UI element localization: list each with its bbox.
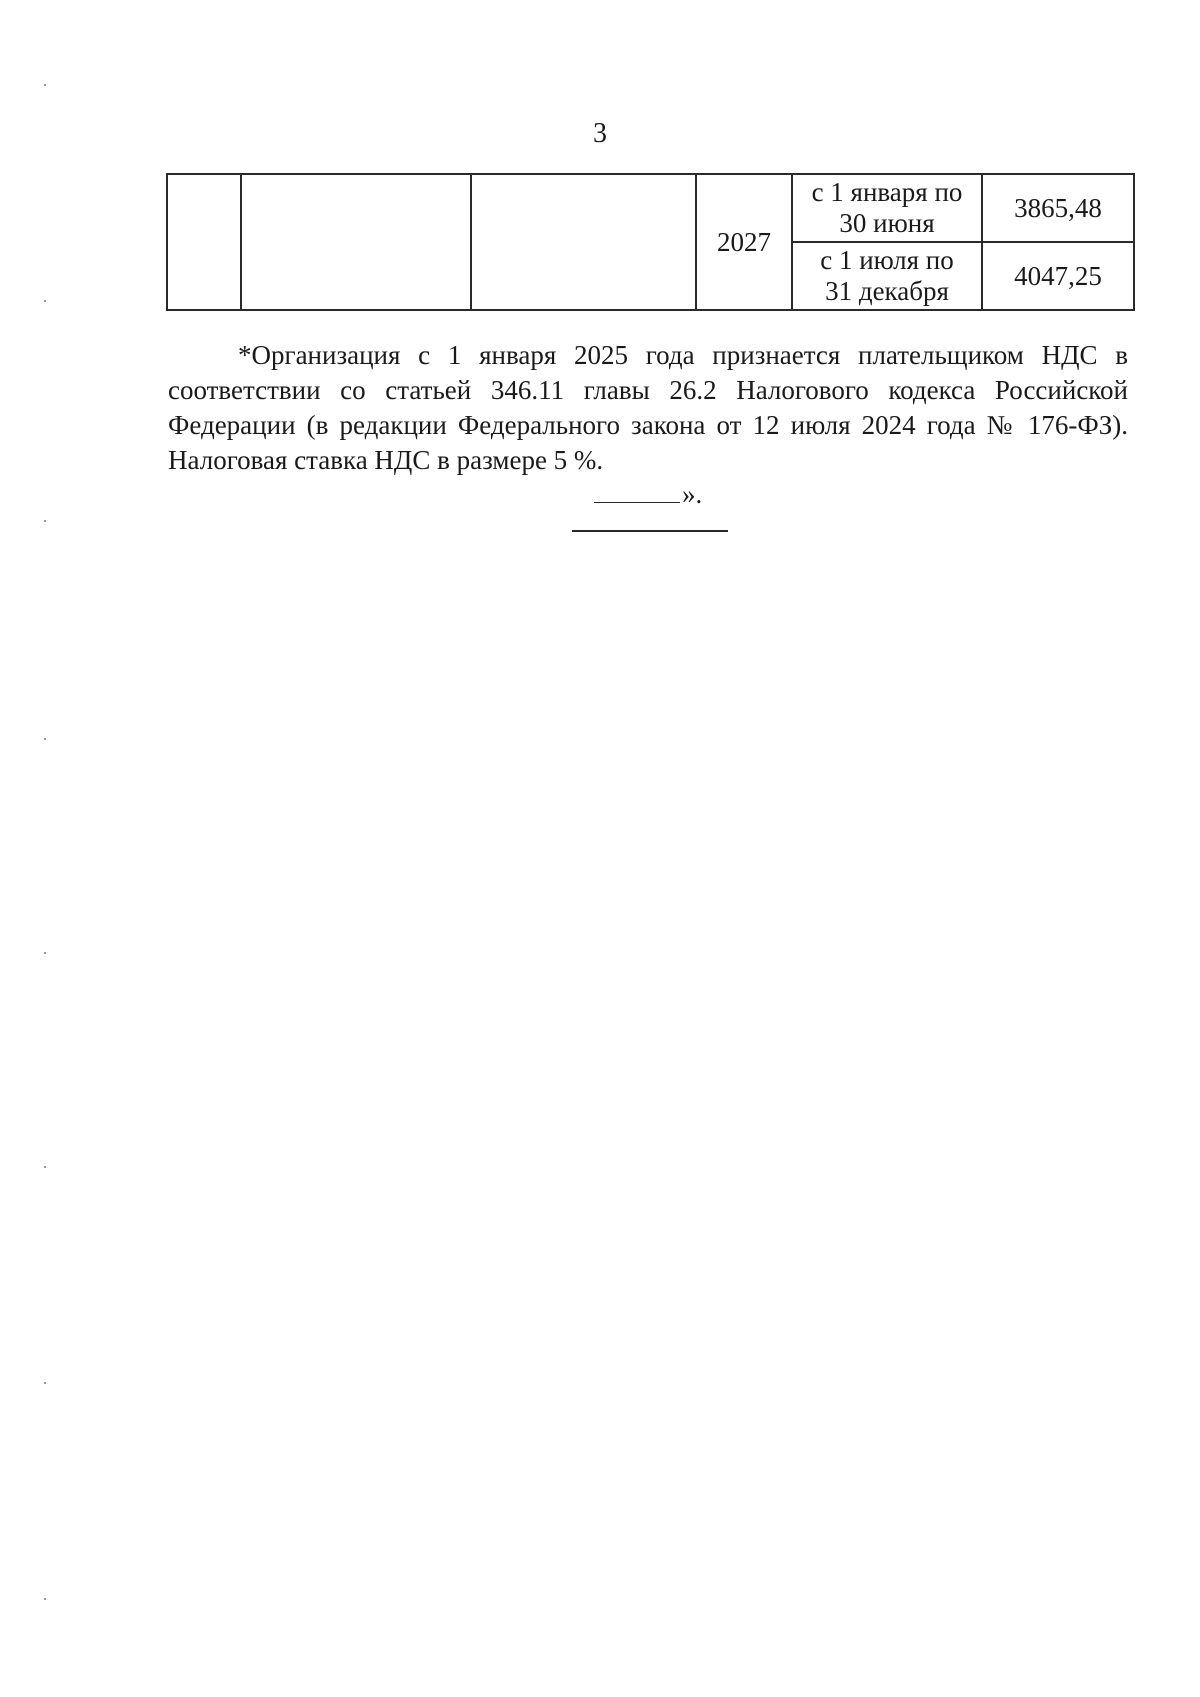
scan-margin-dot xyxy=(44,84,46,86)
tariff-table xyxy=(166,173,1135,311)
scan-margin-dot xyxy=(44,300,46,302)
scan-margin-dot xyxy=(44,1382,46,1384)
table-cell-year: 2027 xyxy=(696,174,792,310)
footnote xyxy=(168,338,1128,478)
period-start-text: с 1 июля по xyxy=(820,245,954,275)
period-end-text: 31 декабря xyxy=(825,276,949,306)
page-number: 3 xyxy=(593,118,607,149)
scan-margin-dot xyxy=(44,1598,46,1600)
closing-quote: ». xyxy=(682,479,703,509)
table-cell-value: 4047,25 xyxy=(982,242,1134,310)
scan-margin-dot xyxy=(44,1166,46,1168)
scan-margin-dot xyxy=(44,952,46,954)
period-start-text: с 1 января по xyxy=(811,177,963,207)
table-cell-period xyxy=(792,174,982,242)
blank-line xyxy=(594,480,680,503)
footnote-text: *Организация с 1 января 2025 года признается плательщиком НДС в соответствии со статьей 346.11 главы 26.2 Налогового кодекса Российской Федерации (в редакции Федерального закона от 12 июля 2024 года № 176-ФЗ). Налоговая ставка НДС в размере 5 %. xyxy=(168,340,1128,475)
table-cell-period xyxy=(792,242,982,310)
table-cell-empty xyxy=(241,174,471,310)
scan-margin-dot xyxy=(44,738,46,740)
period-end-text: 30 июня xyxy=(839,208,935,238)
table-cell-empty xyxy=(167,174,241,310)
end-rule xyxy=(572,530,728,532)
scan-margin-dot xyxy=(44,520,46,522)
table-cell-value: 3865,48 xyxy=(982,174,1134,242)
table-cell-empty xyxy=(471,174,696,310)
table-row xyxy=(167,174,1134,242)
closing-mark xyxy=(594,478,702,510)
